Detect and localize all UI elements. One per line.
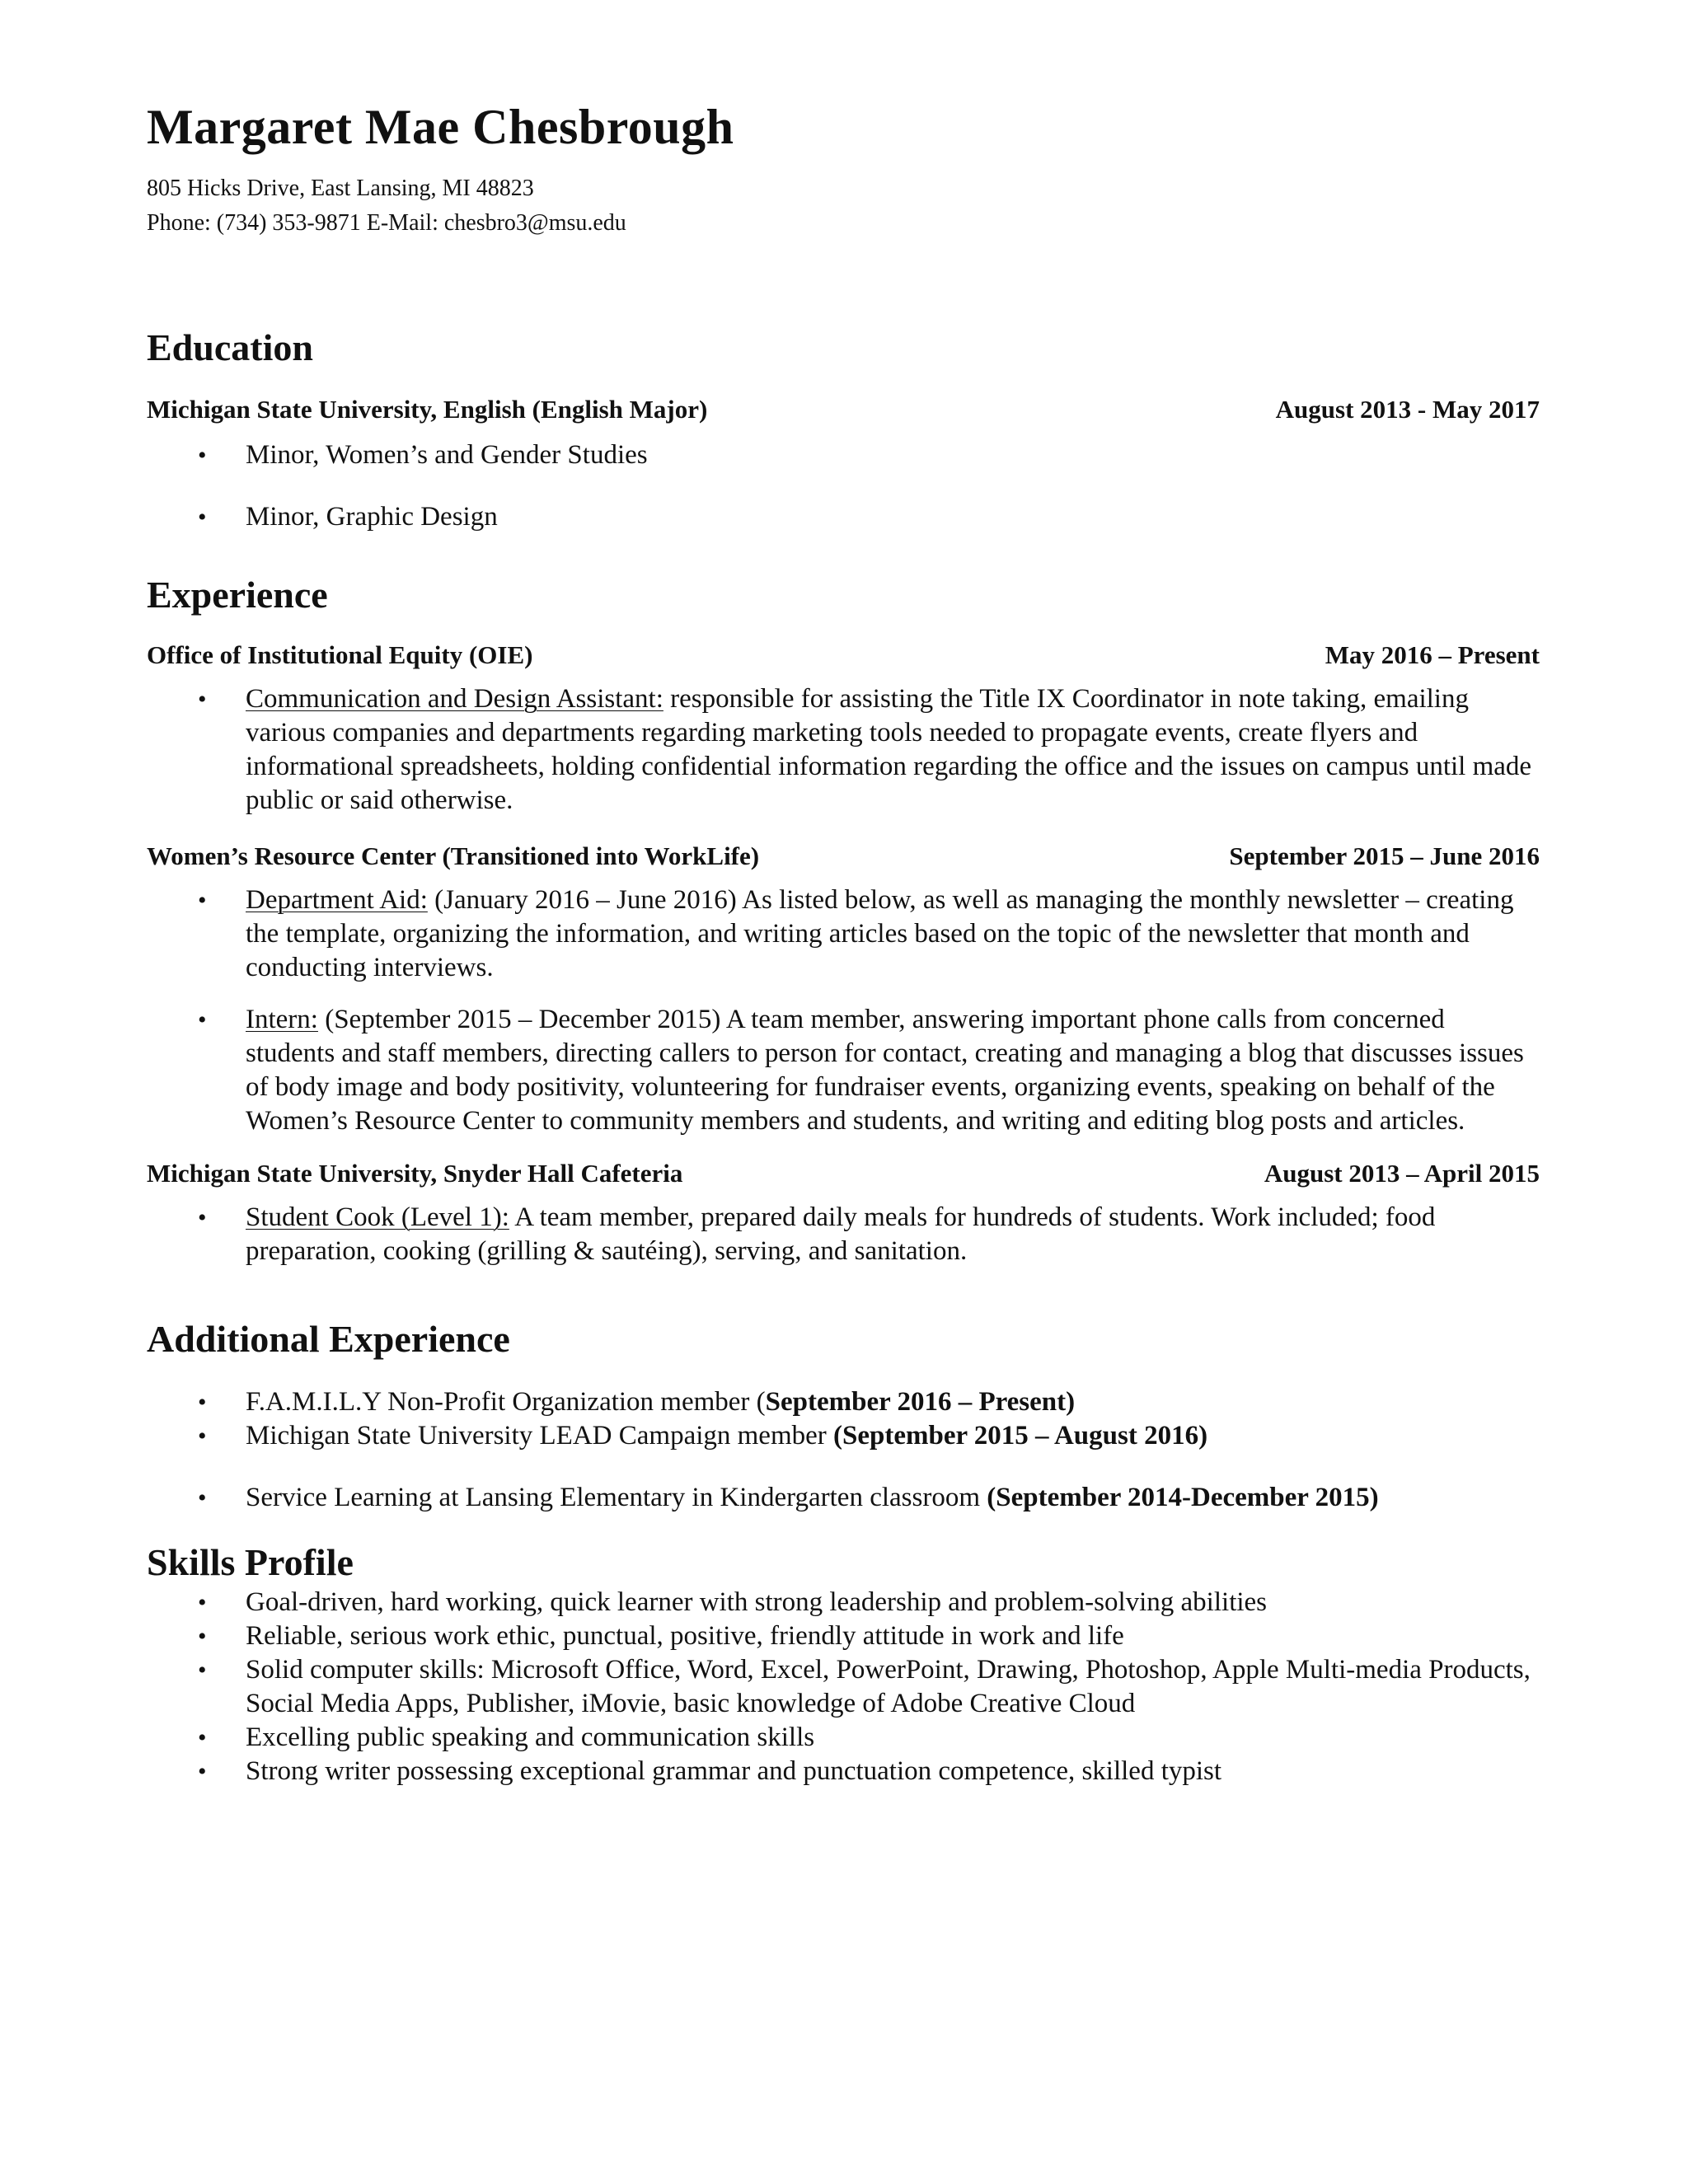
bullet-glyph: •	[198, 887, 207, 914]
list-item	[147, 883, 1540, 985]
experience-org: Women’s Resource Center (Transitioned into WorkLife)	[147, 841, 760, 870]
list-item	[147, 1201, 1540, 1268]
experience-dates: May 2016 – Present	[1325, 640, 1540, 669]
skill-text: Strong writer possessing exceptional grammar and punctuation competence, skilled typist	[246, 1756, 1222, 1786]
experience-entry-header	[147, 839, 1540, 874]
experience-bullets	[147, 1201, 1540, 1268]
minor-item: Minor, Graphic Design	[246, 502, 498, 532]
list-item	[147, 1419, 1540, 1453]
activity-text: Service Learning at Lansing Elementary in Kindergarten classroom	[246, 1483, 987, 1512]
role-description: A team member, prepared daily meals for hundreds of students. Work included; food preparation, cooking (grilling & sautéing), serving, and sanitation.	[246, 1202, 1436, 1266]
experience-bullets	[147, 682, 1540, 818]
experience-dates: August 2013 – April 2015	[1264, 1159, 1540, 1188]
bullet-glyph: •	[198, 1724, 207, 1751]
additional-experience-heading: Additional Experience	[147, 1318, 510, 1360]
bullet-glyph: •	[198, 442, 207, 469]
experience-org: Office of Institutional Equity (OIE)	[147, 640, 533, 669]
skill-text: Reliable, serious work ethic, punctual, positive, friendly attitude in work and life	[246, 1621, 1124, 1651]
role-description: responsible for assisting the Title IX Coordinator in note taking, emailing various companies and departments regarding marketing tools needed to propagate events, create flyers and informational spreadsheets, holding confidential information regarding the office and the issues on campus until made public or said otherwise.	[246, 684, 1532, 815]
experience-entry-header	[147, 1156, 1540, 1191]
skill-text: Goal-driven, hard working, quick learner with strong leadership and problem-solving abilities	[246, 1587, 1268, 1617]
bullet-glyph: •	[198, 1589, 207, 1616]
list-item	[147, 1755, 1540, 1788]
bullet-glyph: •	[198, 1006, 207, 1033]
education-bullets	[147, 438, 1540, 534]
experience-entry-header	[147, 638, 1540, 673]
address-line: 805 Hicks Drive, East Lansing, MI 48823	[147, 176, 534, 201]
role-title: Student Cook (Level 1):	[246, 1202, 509, 1232]
list-item	[147, 1385, 1540, 1419]
resume-page	[147, 97, 1540, 1788]
list-item	[147, 1586, 1540, 1619]
role-title: Communication and Design Assistant:	[246, 684, 663, 714]
experience-heading: Experience	[147, 574, 328, 616]
resume-name: Margaret Mae Chesbrough	[147, 100, 734, 154]
education-heading: Education	[147, 326, 313, 368]
education-org: Michigan State University, English (English Major)	[147, 395, 708, 424]
additional-bullets	[147, 1385, 1540, 1515]
bullet-glyph: •	[198, 1623, 207, 1650]
bullet-glyph: •	[198, 686, 207, 713]
bullet-glyph: •	[198, 1204, 207, 1231]
role-description: (September 2015 – December 2015) A team member, answering important phone calls from concerned students and staff members, directing callers to person for contact, creating and managing a blog that discusses issues of body image and body positivity, volunteering for fundraiser events, organizing events, speaking on behalf of the Women’s Resource Center to community members and students, and writing and editing blog posts and articles.	[246, 1005, 1524, 1136]
education-dates: August 2013 - May 2017	[1275, 395, 1540, 424]
list-item	[147, 1619, 1540, 1653]
skill-text: Solid computer skills: Microsoft Office, Word, Excel, PowerPoint, Drawing, Photoshop, Apple Multi-media Products, Social Media Apps, Publisher, iMovie, basic knowledge of Adobe Creative Cloud	[246, 1655, 1531, 1718]
role-description: (January 2016 – June 2016) As listed below, as well as managing the monthly newsletter – creating the template, organizing the information, and writing articles based on the topic of the newsletter that month and conducting interviews.	[246, 885, 1514, 982]
list-item	[147, 500, 1540, 534]
list-item	[147, 438, 1540, 472]
skills-bullets	[147, 1586, 1540, 1788]
skills-heading: Skills Profile	[147, 1541, 354, 1583]
phone-email-line: Phone: (734) 353-9871 E-Mail: chesbro3@msu.edu	[147, 210, 626, 236]
activity-text: Michigan State University LEAD Campaign member	[246, 1421, 834, 1451]
bullet-glyph: •	[198, 1484, 207, 1511]
education-entry-header	[147, 392, 1540, 427]
activity-dates: September 2016 – Present)	[765, 1387, 1076, 1417]
list-item	[147, 1721, 1540, 1755]
experience-dates: September 2015 – June 2016	[1229, 841, 1540, 870]
bullet-glyph: •	[198, 1389, 207, 1416]
bullet-glyph: •	[198, 1657, 207, 1684]
bullet-glyph: •	[198, 504, 207, 531]
role-title: Department Aid:	[246, 885, 428, 915]
list-item	[147, 1481, 1540, 1515]
list-item	[147, 1003, 1540, 1138]
experience-bullets	[147, 883, 1540, 1138]
experience-org: Michigan State University, Snyder Hall Cafeteria	[147, 1159, 683, 1188]
contact-block	[147, 171, 1540, 241]
bullet-glyph: •	[198, 1758, 207, 1785]
activity-dates: (September 2015 – August 2016)	[833, 1421, 1208, 1451]
skill-text: Excelling public speaking and communication skills	[246, 1722, 815, 1752]
activity-text: F.A.M.I.L.Y Non-Profit Organization member (	[246, 1387, 766, 1417]
bullet-glyph: •	[198, 1422, 207, 1450]
role-title: Intern:	[246, 1005, 318, 1034]
list-item	[147, 1653, 1540, 1721]
list-item	[147, 682, 1540, 818]
minor-item: Minor, Women’s and Gender Studies	[246, 440, 648, 470]
activity-dates: (September 2014-December 2015)	[987, 1483, 1379, 1512]
